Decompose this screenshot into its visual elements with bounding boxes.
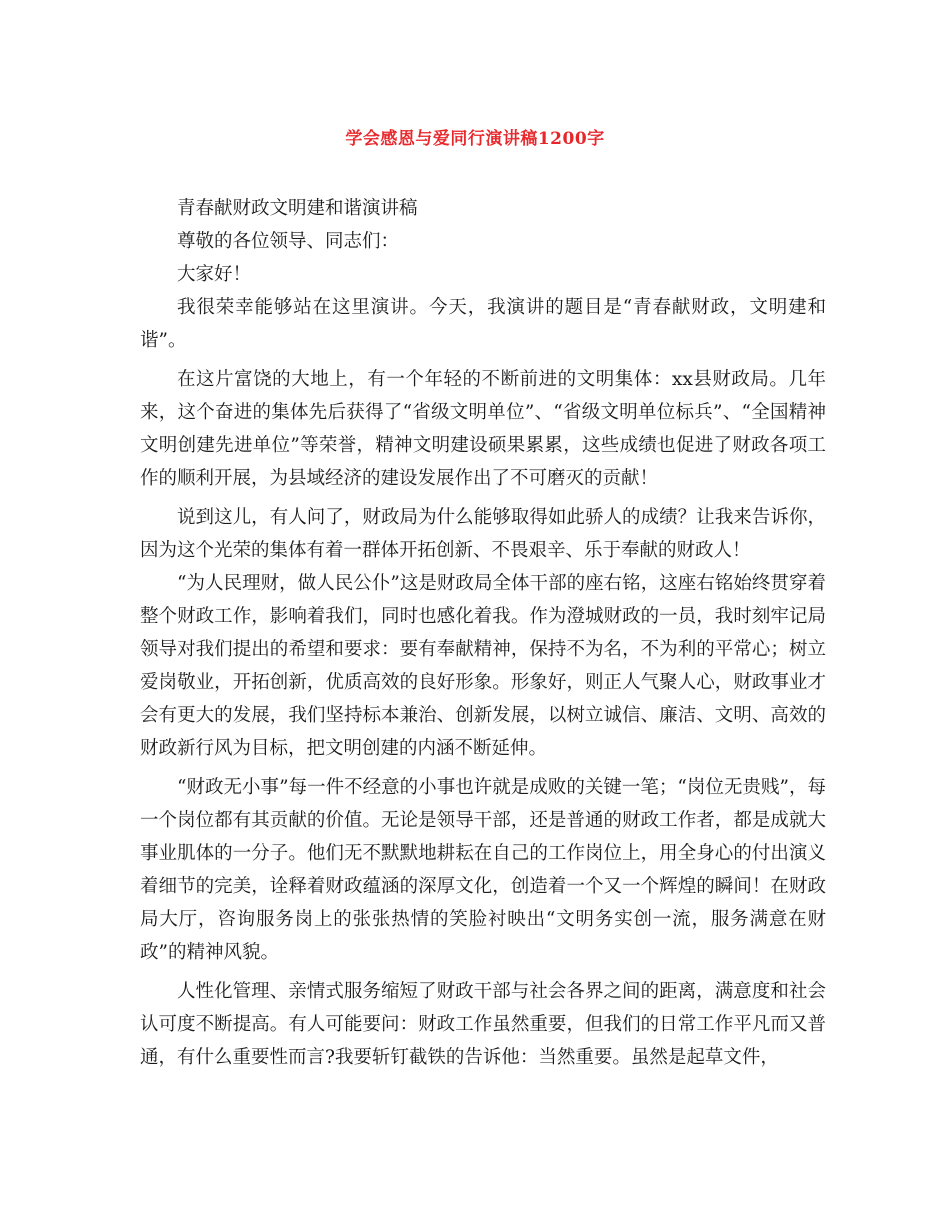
salutation: 尊敬的各位领导、同志们： xyxy=(177,231,400,252)
paragraph-no-small-matters: “财政无小事”每一件不经意的小事也许就是成败的关键一笔；“岗位无贵贱”，每一个岗位都有其贡献的价值。无论是领导干部，还是普通的财政工作者，都是成就大事业肌体的一分子。他们无不默默地耕耘在自己的工作岗位上，用全身心的付出演义着细节的完美，诠释着财政蕴涵的深厚文化，创造着一个又一个辉煌的瞬间！在财政局大厅，咨询服务岗上的张张热情的笑脸衬映出“文明务实创一流，服务满意在财政”的精神风貌。 xyxy=(140,777,826,963)
paragraph-achievement: 说到这儿，有人问了，财政局为什么能够取得如此骄人的成绩？让我来告诉你，因为这个光荣的集体有着一群体开拓创新、不畏艰辛、乐于奉献的财政人！ xyxy=(140,507,826,561)
paragraph-humanized-management: 人性化管理、亲情式服务缩短了财政干部与社会各界之间的距离，满意度和社会认可度不断提高。有人可能要问：财政工作虽然重要，但我们的日常工作平凡而又普通，有什么重要性而言?我要斩钉截铁的告诉他：当然重要。虽然是起草文件， xyxy=(140,981,826,1068)
greeting: 大家好！ xyxy=(177,264,252,285)
paragraph-intro: 我很荣幸能够站在这里演讲。今天，我演讲的题目是“青春献财政，文明建和谐”。 xyxy=(140,297,826,351)
paragraph-motto: “为人民理财，做人民公仆”这是财政局全体干部的座右铭，这座右铭始终贯穿着整个财政工作，影响着我们，同时也感化着我。作为澄城财政的一员，我时刻牢记局领导对我们提出的希望和要求：要有奉献精神，保持不为名，不为利的平常心；树立爱岗敬业，开拓创新，优质高效的良好形象。形象好，则正人气聚人心，财政事业才会有更大的发展，我们坚持标本兼治、创新发展，以树立诚信、廉洁、文明、高效的财政新行风为目标，把文明创建的内涵不断延伸。 xyxy=(140,573,826,759)
speech-heading: 青春献财政文明建和谐演讲稿 xyxy=(177,198,418,219)
document-title: 学会感恩与爱同行演讲稿1200字 xyxy=(345,129,605,149)
paragraph-collective: 在这片富饶的大地上，有一个年轻的不断前进的文明集体：xx县财政局。几年来，这个奋进的集体先后获得了“省级文明单位”、“省级文明单位标兵”、“全国精神文明创建先进单位”等荣誉，精神文明建设硕果累累，这些成绩也促进了财政各项工作的顺利开展，为县域经济的建设发展作出了不可磨灭的贡献！ xyxy=(140,369,826,489)
document-body xyxy=(140,192,826,1074)
